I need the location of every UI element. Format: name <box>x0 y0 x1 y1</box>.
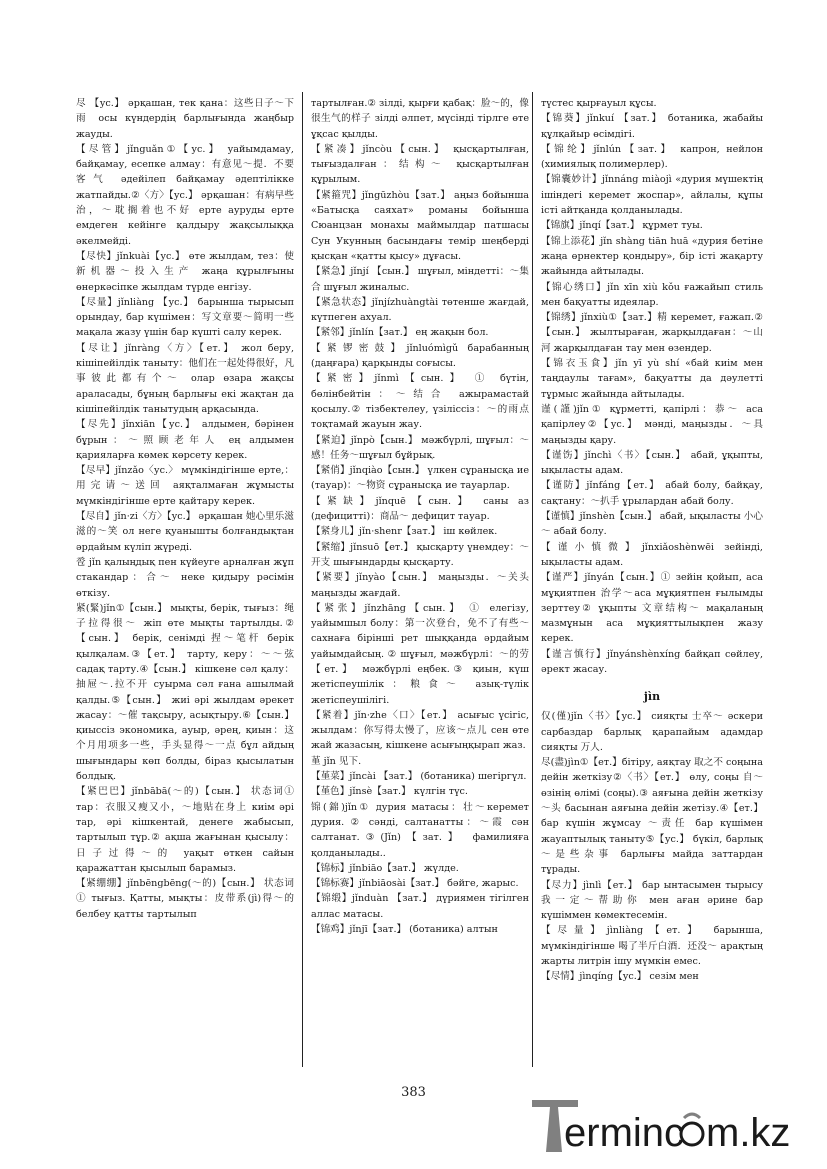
dictionary-entry: түстес қырғауыл құсы. <box>541 98 657 109</box>
termincom-logo-graphic <box>528 1096 823 1162</box>
dictionary-entry: 【锦标】jǐnbiāo【зат.】 жүлде. <box>311 862 459 874</box>
dictionary-entry: 【尽让】jǐnràng〈方〉【ет.】 жол беру, кішіпейілдік таныту：他们在一起处得很好，凡事彼此都有个～ олар өзара жақсы араласады, бұның барлығы екі жақтан да кішіпейілдік танытудың арқасында. <box>76 342 294 415</box>
dictionary-entry: 仅(僅)jǐn〈书〉【ус.】 сияқты 士卒～ әскери сарбаздар барлық қарапайым адамдар сияқты 万人. <box>541 711 763 753</box>
dictionary-entry: 【紧张】jǐnzhāng【сын.】 ① елегізу, уайымшыл болу：第一次登台，免不了有些～ сахнаға бірінші рет шыққанда әрдайым уайымдайсың. ② шұғыл, мәжбүрлі：～的劳【ет.】 мәжбүрлі еңбек.③ қиын, күш жетіспеушілік：粮食～ азық-түлік жетіспеушілігі. <box>311 602 529 706</box>
dictionary-entry: 【紧要】jǐnyào【сын.】 маңызды．～关头 маңызды жағдай. <box>311 572 529 599</box>
dictionary-entry: 【尽管】jǐnguǎn①【ус.】 уайымдамау, байқамау, есепке алмау：有意见～提．不要客气 әдейілеп байқамау әдептілікке жатпайды.②〈方〉【ус.】 әрқашан：有病早些治，～耽搁着也不好 ерте ауруды ерте емдеген кейінге қалдыру жақсылыққа әкелмейді. <box>76 143 294 247</box>
dictionary-entry: 【堇菜】jǐncài 【зат.】 (ботаника) шегіргүл. <box>311 771 527 783</box>
dictionary-entry: 【尽量】jǐnliàng 【ус.】 барынша тырысып орындау, бар күшімен：写文章要～简明一些 мақала жазу үшін бар күшті салу керек. <box>76 296 294 339</box>
dictionary-entry: 【紧迫】jǐnpò【сын.】 мәжбүрлі, шұғыл：～感！任务～шұғыл бұйрық. <box>311 434 529 461</box>
logo-text-part: m.kz <box>706 1111 791 1155</box>
logo-arc <box>684 1114 700 1118</box>
dictionary-entry: 【锦旗】jǐnqí【зат.】 құрмет туы. <box>541 220 703 232</box>
dictionary-entry: 【紧缩】jǐnsuō【ет.】 қысқарту үнемдеу：～开支 шығындарды қысқарту. <box>311 541 529 568</box>
logo-text-part: erminc <box>564 1111 685 1155</box>
dictionary-entry: 【谨防】jǐnfáng【ет.】 абай болу, байқау, сақтану：～扒手 ұрылардан абай болу. <box>541 480 763 507</box>
dictionary-entry: 【紧急】jǐnjí 【сын.】 шұғыл, міндетті：～集合 шұғыл жиналыс. <box>311 266 529 293</box>
dictionary-entry: 【紧俏】jǐnqiào【сын.】 үлкен сұранысқа ие (тауар)：～物资 сұранысқа ие тауарлар. <box>311 465 529 492</box>
column-divider <box>302 92 303 1067</box>
dictionary-entry: 【谨言慎行】jǐnyánshènxíng байқап сөйлеу, әрект жасау. <box>541 648 763 675</box>
dictionary-entry: 【锦纶】jǐnlún【зат.】 капрон, нейлон (химиялық полимерлер). <box>541 143 763 171</box>
dictionary-entry: 【锦上添花】jǐn shàng tiān huā «дурия бетіне жаңа өрнектер қондыру», бір істі жақарту жайында айтылады. <box>541 235 763 278</box>
dictionary-entry: 【锦鸡】jǐnjī【зат.】 (ботаника) алтын <box>311 924 498 936</box>
dictionary-entry: 紧(緊)jǐn①【сын.】 мықты, берік, тығыз：绳子拉得很～ жіп өте мықты тартылды.②【сын.】 берік, сенімді 捏～笔杆 берік қылқалам.③【ет.】 тарту, керу：～～弦 садақ тарту.④【сын.】 кішкене сәл қалу：抽屉～.拉不开 суырма сәл ғана ашылмай қалды.⑤【сын.】 жиі әрі жылдам әрекет жасау：～催 тақсыру, асықтыру.⑥【сын.】 қиыссіз экономика, ауыр, әрең, қиын：这个月用项多一些，手头显得～一点 бұл айдың шығындары көп болды, біраз қысылатын болдық. <box>76 602 294 783</box>
dictionary-entry: 【锦缎】jǐnduàn 【зат.】 дүриямен тігілген аллас матасы. <box>311 893 529 920</box>
dictionary-entry: 【锦绣】jǐnxiù①【зат.】精 керемет, ғажап.②【сын.】 жылтыраған, жарқылдаған：～山河 жарқылдаған тау мен өзендер. <box>541 312 763 354</box>
dictionary-entry: 尽 【ус.】 әрқашан, тек қана：这些日子～下雨 осы күндердің барлығында жаңбыр жауды. <box>76 98 294 140</box>
dictionary-entry: 【紧邻】jǐnlín【зат.】 ең жақын бол. <box>311 327 489 339</box>
dictionary-entry: 【尽早】jǐnzǎo〈ус.〉 мүмкіндігінше ерте,：用完请～送回 аяқталмаған жұмысты мүмкіндігінше ерте қайтару керек. <box>76 465 294 507</box>
dictionary-entry: 【尽快】jǐnkuài【ус.】 өте жылдам, тез：使新机器～投入生产 жаңа құрылғыны өнеркәсіпке жылдам түрде енгізу. <box>76 250 294 293</box>
column-divider <box>532 92 533 1067</box>
dictionary-entry: 【谨饬】jǐnchì〈书〉【сын.】 абай, ұқыпты, ықыласты адам. <box>541 449 763 477</box>
dictionary-entry: 谨(謹)jǐn① құрметті, қапірлі：恭～ аса қапірлеу②【ус.】 мәнді, маңызды．～具 маңызды қару. <box>541 403 763 446</box>
dictionary-entry: 【紧着】jǐn·zhe〈口〉【ет.】 асығыс үсігіс, жылдам：你写得太慢了，应该～点儿 сен өте жай жазасың, кішкене асығыңқырап жаз. <box>311 709 529 752</box>
dictionary-entry: 【锦标赛】jǐnbiāosài【зат.】 бәйге, жарыс. <box>311 878 519 890</box>
dictionary-entry: 【紧缺】jǐnquē【сын.】 саны аз (дефицитті)：商品～ дефицит тауар. <box>311 495 529 523</box>
section-heading: jìn <box>643 690 661 704</box>
dictionary-entry: 【紧锣密鼓】jǐnluómìgǔ барабанның (даңғара) қарқынды соғысы. <box>311 342 529 370</box>
dictionary-entry: 【锦葵】jǐnkuí 【зат.】 ботаника, жабайы құлқайыр өсімдігі. <box>541 113 763 140</box>
dictionary-entry: 【紧身儿】jǐn·shenr【зат.】 іш көйлек. <box>311 526 498 538</box>
dictionary-entry: 【紧绷绷】jǐnbēngbēng(～的)【сын.】 状态词① тығыз. Қатты, мықты：皮带系(jì)得～的 белбеу қатты тартылып <box>76 878 294 920</box>
column-1 <box>76 96 294 1071</box>
dictionary-entry: 【锦衣玉食】jǐn yī yù shí «бай киім мен таңдаулы тағам», бақуатты да дәулетті тұрмыс жайында айтылады. <box>541 358 763 400</box>
dictionary-entry: 锦(錦)jǐn① дурия матасы：壮～керемет дурия. ② сәнді, салтанатты：～霞 сән салтанат.③(Jǐn)【зат.】 фамилияға қолданылады.. <box>311 801 529 859</box>
dictionary-entry: 【堇色】jǐnsè【зат.】 күлгін түс. <box>311 786 468 798</box>
dictionary-entry: 【谨严】jǐnyán【сын.】① зейін қойып, аса мұқиятпен 治学～аса мұқиятпен ғылымды зерттеу② ұқыпты 文章结构～ мақаланың мазмұнын аса мұқияттылықпен жазу керек. <box>541 572 763 645</box>
dictionary-entry: 【尽量】jìnliàng【ет.】 барынша, мүмкіндігінше 喝了半斤白酒．还没～ арақтың жарты литрін ішу мүмкін емес. <box>541 925 763 968</box>
dictionary-entry: 【锦心绣口】jǐn xīn xiù kǒu ғажайып стиль мен бақуатты идеялар. <box>541 281 763 308</box>
dictionary-entry: 【锦囊妙计】jǐnnáng miàojì «дурия мүшектің ішіндегі керемет жоспар», айлалы, құпы істі айтқанда қолданылады. <box>541 174 763 217</box>
dictionary-entry: 堇 jǐn 见下. <box>311 755 362 767</box>
page-number: 383 <box>401 1085 426 1100</box>
dictionary-entry: 【尽先】jǐnxiān【ус.】 алдымен, бәрінен бұрын：～照顾老年人 ең алдымен қарияларға көмек көрсету керек. <box>76 419 294 461</box>
termincom-logo <box>528 1096 823 1162</box>
dictionary-entry: 【尽力】jìnlì【ет.】 бар ынтасымен тырысу 我一定～帮助你 мен аған әрине бар күшіммен көмектесемін. <box>541 879 763 922</box>
dictionary-entry: тартылған.② зілді, қырғи қабақ：脸～的，像很生气的样子 зілді әлпет, мүсінді тірлге өте ұқсас қылды. <box>311 98 529 140</box>
column-3 <box>541 96 763 1071</box>
dictionary-entry: 卺 jǐn қалыңдық пен күйеуге арналған жұп стакандар：合～ неке қидыру рәсімін өткізу. <box>76 556 294 599</box>
dictionary-entry: 【尽自】jǐn·zi〈方〉【ус.】 әрқашан 她心里乐滋滋的～笑 ол неге қуанышты болғандықтан әрдайым күліп жүреді. <box>76 511 294 553</box>
dictionary-entry: 【紧急状态】jǐnjízhuàngtài төтенше жағдай, күтпеген ахуал. <box>311 296 529 324</box>
dictionary-entry: 【紧凑】jǐncòu【сын.】 қысқартылған, тығыздалған：结构～ қысқартылған құрылым. <box>311 143 529 186</box>
dictionary-entry: 【紧巴巴】jǐnbābā(～的)【сын.】 状态词① тар：衣服又瘦又小，～地贴在身上 киім әрі тар, әрі кішкентай, денеге жабысып, тартылып тұр.② ақша жағынан қысылу：日子过得～的 уақыт өткен сайын қаражаттан қысылып барамыз. <box>76 786 294 874</box>
dictionary-entry: 【尽情】jìnqíng【ус.】 сезім мен <box>541 971 699 983</box>
dictionary-entry: 【谨慎】jǐnshèn【сын.】 абай, ықыласты 小心～ абай болу. <box>541 511 763 538</box>
dictionary-entry: 【紧箍咒】jǐngūzhòu【зат.】 аңыз бойынша «Батысқа саяхат» романы бойынша Сюанцзан монахы маймылдар патшасы Сун Укунның басындағы темір шеңберді қысқан «қатты қысу» дұғасы. <box>311 189 529 262</box>
column-2 <box>311 96 529 1071</box>
dictionary-entry: 【谨小慎微】jǐnxiǎoshènwēi зейінді, ықыласты адам. <box>541 541 763 568</box>
dictionary-entry: 尽(盡)jìn①【ет.】бітіру, аяқтау 取之不 соңына дейін жеткізу②〈书〉【ет.】 өлу, соңы 自～ өзінің өлімі (соңы).③ аяғына дейін жеткізу ～头 басынан аяғына дейін жетізу.④【ет.】 бар күшін жұмсау ～责任 бар күшімен жауаптылық таныту⑤【ус.】 бүкіл, барлық ～是些杂事 барлығы майда заттардан тұрады. <box>541 757 763 876</box>
dictionary-entry: 【紧密】jǐnmì【сын.】 ① бүтін, бөлінбейтін：～结合 ажырамастай қосылу.② тізбектелеу, үзіліссіз：～的雨点 тоқтамай жауын жау. <box>311 373 529 431</box>
logo-o-ring <box>681 1123 703 1145</box>
